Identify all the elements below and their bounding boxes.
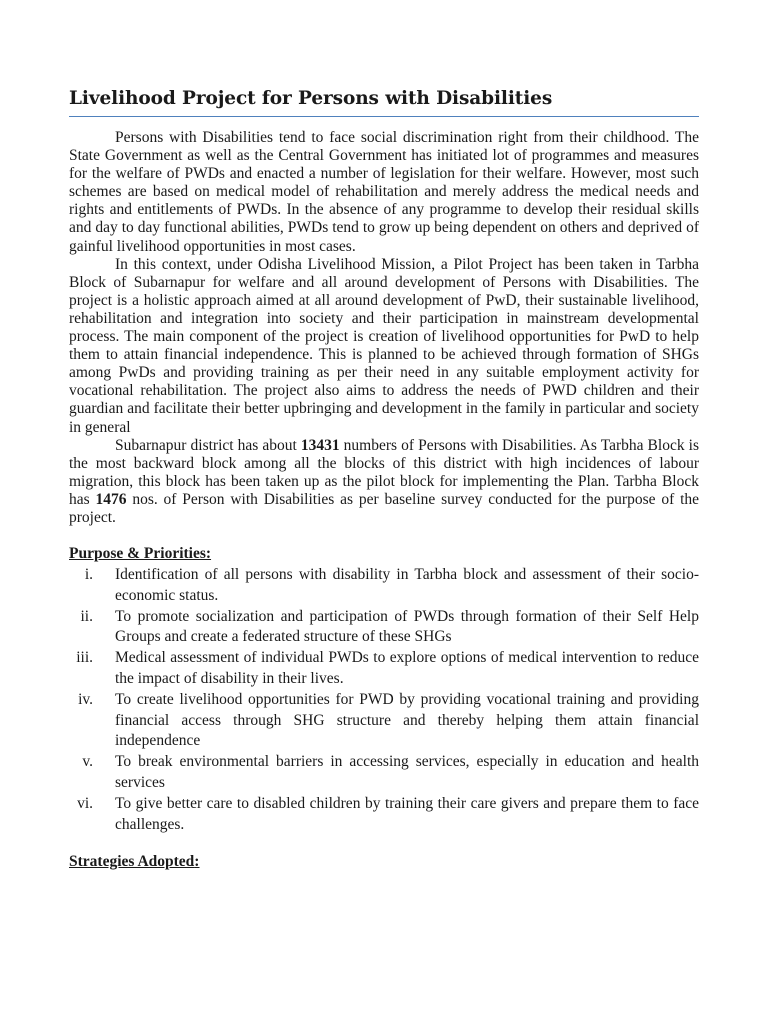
district-stats-text-3: nos. of Person with Disabilities as per baseline survey conducted for the purpose of the project.	[69, 490, 700, 526]
strategies-heading-colon: :	[194, 853, 200, 871]
document-title: Livelihood Project for Persons with Disabilities	[69, 88, 553, 109]
list-item-number: v.	[82, 753, 93, 771]
list-item-text: To give better care to disabled children by training their care givers and prepare them to face challenges.	[115, 794, 699, 833]
strategies-heading-label: Strategies Adopted	[69, 853, 195, 871]
list-item-number: iii.	[76, 649, 93, 667]
list-item	[69, 752, 699, 794]
paragraph-district-stats	[69, 437, 699, 527]
purpose-list	[69, 565, 699, 835]
list-item-text: To promote socialization and participation of PWDs through formation of their Self Help Groups and create a federated structure of these SHGs	[115, 607, 699, 646]
strategies-heading	[69, 853, 699, 871]
block-pwd-count: 1476	[95, 490, 127, 508]
list-item-text: To break environmental barriers in accessing services, especially in education and health services	[115, 753, 699, 792]
purpose-heading: Purpose & Priorities:	[69, 545, 212, 563]
list-item-text: Identification of all persons with disability in Tarbha block and assessment of their socio-economic status.	[115, 566, 699, 604]
list-item-text: Medical assessment of individual PWDs to explore options of medical intervention to reduce the impact of disability in their lives.	[115, 649, 699, 688]
list-item	[69, 565, 699, 607]
list-item	[69, 690, 699, 752]
title-underline-rule	[69, 116, 699, 117]
paragraph-intro: Persons with Disabilities tend to face social discrimination right from their childhood. The State Government as well as the Central Government has initiated lot of programmes and measures for the welfare of PWDs and enacted a number of legislation for their welfare. However, most such schemes are based on medical model of rehabilitation and merely address the medical needs and rights and entitlements of PWDs. In the absence of any programme to develop their residual skills and day to day functional abilities, PWDs tend to grow up being dependent on others and deprived of gainful livelihood opportunities in most cases.	[69, 129, 699, 255]
list-item-number: vi.	[77, 794, 93, 812]
district-pwd-count: 13431	[300, 436, 340, 454]
list-item-number: i.	[84, 566, 93, 584]
paragraph-context: In this context, under Odisha Livelihood Mission, a Pilot Project has been taken in Tarbha Block of Subarnapur for welfare and all around development of Persons with Disabilities. The project is a holistic approach aimed at all around development of PwD, their sustainable livelihood, rehabilitation and integration into society and their participation in mainstream developmental process. The main component of the project is creation of livelihood opportunities for PwD to help them to attain financial independence. This is planned to be achieved through formation of SHGs among PwDs and providing training as per their need in any suitable employment activity for vocational rehabilitation. The project also aims to address the needs of PWD children and their guardian and facilitate their better upbringing and development in the family in particular and society in general	[69, 255, 699, 436]
document-page	[69, 86, 699, 873]
list-item	[69, 648, 699, 690]
list-item-number: ii.	[80, 607, 93, 625]
list-item-text: To create livelihood opportunities for PWD by providing vocational training and providing financial access through SHG structure and thereby helping them attain financial independence	[115, 690, 699, 750]
district-stats-text-2: numbers of Persons with Disabilities. As Tarbha Block is the most backward block among all the blocks of this district with high incidences of labour migration, this block has been taken up as the pilot block for implementing the Plan. Tarbha Block has	[69, 436, 699, 508]
list-item-number: iv.	[78, 690, 93, 708]
district-stats-text-1: Subarnapur district has about	[115, 436, 301, 454]
list-item	[69, 607, 699, 649]
list-item	[69, 794, 699, 836]
